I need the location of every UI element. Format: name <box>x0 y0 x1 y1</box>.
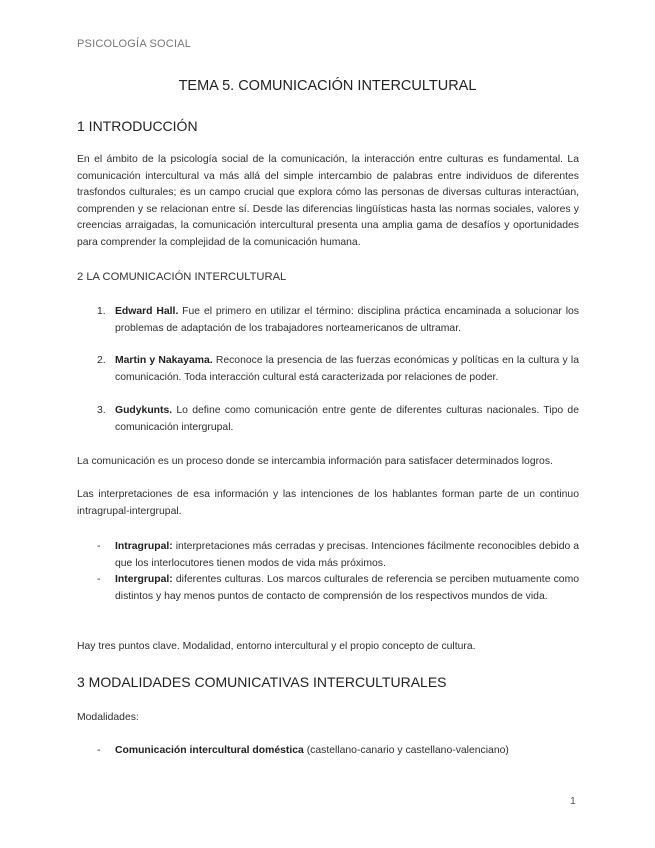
paragraph-continuo: Las interpretaciones de esa información y las intenciones de los hablantes forman parte de un continuo intragrupal-intergrupal. <box>77 489 579 517</box>
author-name: Edward Hall. <box>115 306 179 317</box>
term-name: Intragrupal: <box>115 541 173 552</box>
document-title: TEMA 5. COMUNICACIÓN INTERCULTURAL <box>178 78 477 94</box>
list-marker: 2. <box>97 355 106 366</box>
continuum-item <box>77 539 579 572</box>
list-marker: 3. <box>97 405 106 416</box>
term-name: Intergrupal: <box>115 574 173 585</box>
running-header: PSICOLOGÍA SOCIAL <box>77 38 192 50</box>
paragraph-puntos-clave: Hay tres puntos clave. Modalidad, entorno intercultural y el propio concepto de cultura. <box>77 641 476 652</box>
list-marker: - <box>97 541 101 552</box>
author-name: Gudykunts. <box>115 405 173 416</box>
paragraph-proceso: La comunicación es un proceso donde se intercambia información para satisfacer determinados logros. <box>77 456 553 467</box>
author-description: Fue el primero en utilizar el término: disciplina práctica encaminada a solucionar los problemas de adaptación de los trabajadores norteamericanos de ultramar. <box>115 306 579 334</box>
author-name: Martin y Nakayama. <box>115 355 213 366</box>
modality-item <box>77 743 579 760</box>
author-description: Reconoce la presencia de las fuerzas económicas y políticas en la cultura y la comunicación. Toda interacción cultural está caracterizada por relaciones de poder. <box>115 355 579 383</box>
author-item <box>77 403 579 436</box>
term-description: interpretaciones más cerradas y precisas. Intenciones fácilmente reconocibles debido a que los interlocutores tienen modos de vida más próximos. <box>115 541 579 569</box>
intro-paragraph: En el ámbito de la psicología social de la comunicación, la interacción entre culturas es fundamental. La comunicación intercultural va más allá del simple intercambio de palabras entre individuos de diferentes trasfondos culturales; es un campo crucial que explora cómo las personas de diversas culturas interactúan, comprenden y se relacionan entre sí. Desde las diferencias lingüísticas hasta las normas sociales, valores y creencias arraigadas, la comunicación intercultural presenta una amplia gama de desafíos y oportunidades para comprender la complejidad de la comunicación humana. <box>77 154 579 248</box>
modality-description: (castellano-canario y castellano-valenciano) <box>303 745 509 756</box>
continuum-item <box>77 572 579 605</box>
list-marker: 1. <box>97 306 106 317</box>
term-description: diferentes culturas. Los marcos culturales de referencia se perciben mutuamente como distintos y hay menos puntos de contacto de comprensión de los respectivos mundos de vida. <box>115 574 579 602</box>
author-description: Lo define como comunicación entre gente de diferentes culturas nacionales. Tipo de comunicación intergrupal. <box>115 405 579 433</box>
page-number: 1 <box>570 795 576 807</box>
section-heading-introduccion: 1 INTRODUCCIÓN <box>77 118 198 134</box>
author-item <box>77 353 579 386</box>
section-heading-comunicacion-intercultural: 2 LA COMUNICACIÓN INTERCULTURAL <box>77 271 287 283</box>
list-marker: - <box>97 745 101 756</box>
list-marker: - <box>97 574 101 585</box>
modality-name: Comunicación intercultural doméstica <box>115 745 304 756</box>
author-item <box>77 304 579 337</box>
paragraph-modalidades: Modalidades: <box>77 712 139 723</box>
section-heading-modalidades: 3 MODALIDADES COMUNICATIVAS INTERCULTURALES <box>77 674 447 690</box>
